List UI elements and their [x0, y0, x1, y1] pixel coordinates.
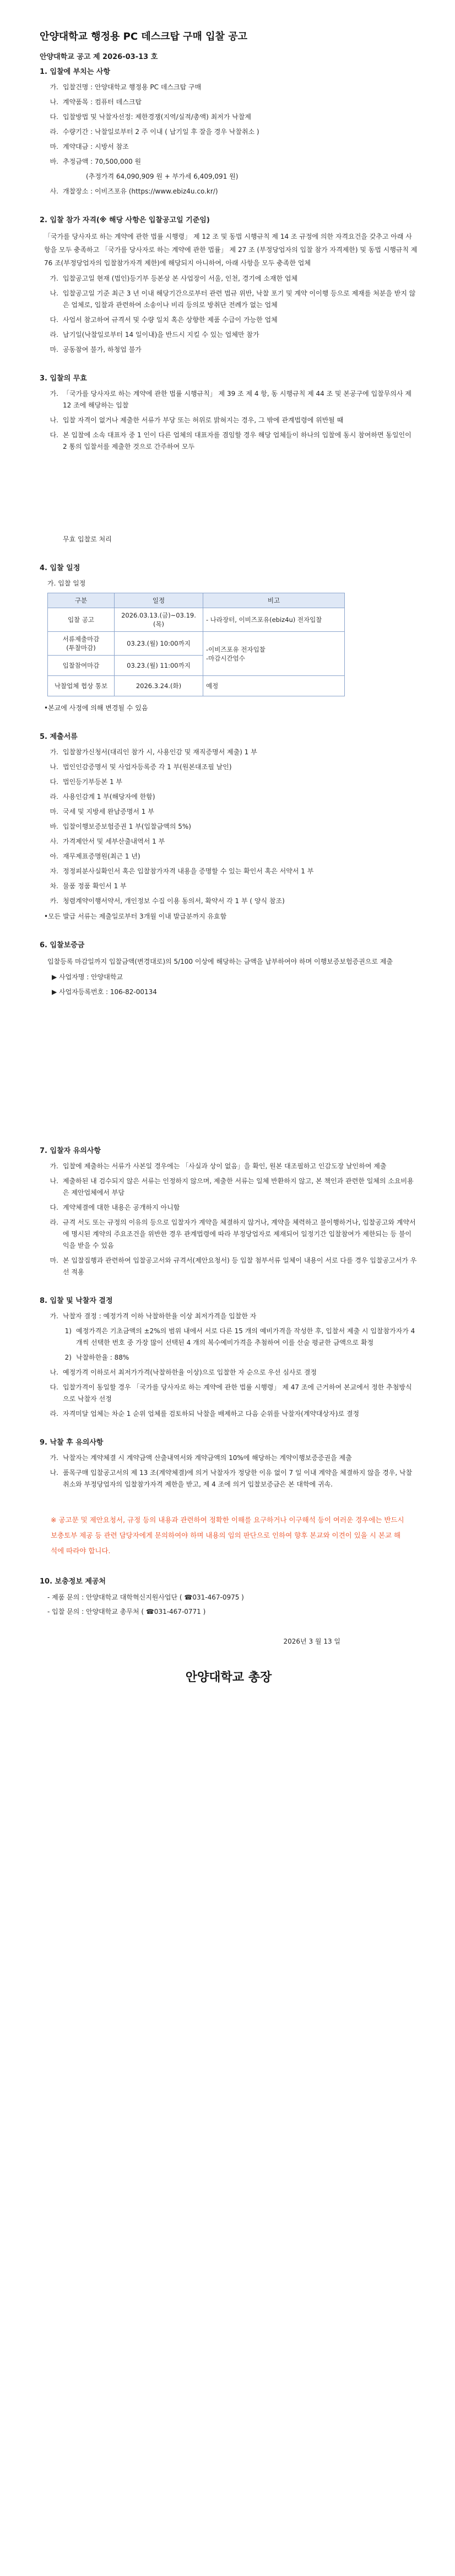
list-item: 아. 재무제표증명원(최근 1 년): [50, 852, 140, 860]
section-9: [40, 1436, 418, 1490]
section-6-line: ▶ 사업자등록번호 : 106-82-00134: [52, 988, 157, 996]
table-cell: 2026.3.24.(화): [115, 676, 203, 696]
list-item: 카. 청렴계약이행서약서, 개인정보 수집 이용 동의서, 확약서 각 1 부 ( 양식 참조): [50, 897, 285, 905]
list-item: 다. 사업서 참고하여 규격서 및 수량 일치 혹은 상향한 제품 수급이 가능한 업체: [50, 316, 278, 324]
section-2-heading: 2. 입찰 참가 자격(※ 해당 사항은 입찰공고일 기준임): [40, 216, 210, 224]
schedule-table: [47, 593, 345, 696]
list-item: 마. 본 입찰집행과 관련하여 입찰공고서와 규격서(제안요청서) 등 입찰 첨부서류 일체이 내용이 서로 다를 경우 입찰공고서가 우선 적용: [50, 1257, 417, 1276]
section-10-heading: 10. 보충정보 제공처: [40, 1577, 106, 1586]
list-item: 다. 계약체결에 대한 내용은 공개하지 아니함: [50, 1204, 180, 1211]
section-4-subheading: 가. 입찰 일정: [47, 579, 86, 587]
section-2: [40, 214, 418, 356]
table-cell: - 나라장터, 이비즈포유(ebiz4u) 전자입찰: [203, 608, 345, 632]
contact-line: - 제품 문의 : 안양대학교 대학혁신지원사업단 ( ☎031-467-0975 ): [47, 1593, 244, 1601]
table-header: 비고: [203, 593, 345, 608]
section-3-heading: 3. 입찰의 무효: [40, 374, 87, 383]
list-item: 1) 예정가격은 기초금액의 ±2%의 범위 내에서 서로 다른 15 개의 예비가격을 작성한 후, 입찰서 제출 시 입찰참가자가 4 개씩 선택한 번호 중 가장 많이 선택된 4 개의 복수예비가격을 추첨하여 이를 산술 평균한 금액으로 확정: [64, 1327, 415, 1346]
table-cell: 예정: [203, 676, 345, 696]
list-item: 가. 입찰건명 : 안양대학교 행정용 PC 데스크탑 구매: [50, 83, 202, 91]
list-item: 나. 입찰공고일 기준 최근 3 년 이내 해당기간으로부터 관련 법규 위반, 낙찰 포기 및 계약 이이행 등으로 제재를 처분을 받지 않은 업체로, 입찰과 관련하여 소송이나 비리 등의로 방취단 전례가 없는 업체: [50, 289, 416, 309]
list-item: 2) 낙찰하한율 : 88%: [64, 1354, 129, 1361]
list-item: 나. 법인인감증명서 및 사업자등록증 각 1 부(원본대조필 날인): [50, 763, 232, 771]
table-header-row: [48, 593, 345, 608]
list-item: 라. 규격 서도 또는 규정의 이유의 등으로 입찰자가 계약을 체결하지 않거나, 계약을 체력하고 불이행하거나, 입찰공고와 계약서에 명시된 계약의 주요조건을 위반한 경우 관계법령에 따라 부정당업자로 제재되어 일정기간 입찰참여가 제한되는 등 불이익을 받을 수 있음: [50, 1219, 416, 1249]
table-row: [48, 676, 345, 696]
list-item: 나. 입찰 자격이 없거나 제출한 서류가 부당 또는 허위로 밝혀지는 경우, 그 밖에 관계법령에 위반될 때: [50, 416, 344, 424]
list-item: (추정가격 64,090,909 원 + 부가세 6,409,091 원): [86, 173, 239, 180]
section-6-paragraph: 입찰등록 마감일까지 입찰금액(변경대로)의 5/100 이상에 해당하는 금액을 납부하여야 하며 이행보증보험증권으로 제출: [47, 958, 393, 965]
section-3: [40, 372, 418, 545]
table-header: 구분: [48, 593, 115, 608]
table-cell: -이비즈포유 전자입찰 -마감시간엄수: [203, 632, 345, 676]
list-item: 나. 계약품목 : 컴퓨터 데스크탑: [50, 98, 142, 106]
table-cell: 03.23.(월) 11:00까지: [115, 656, 203, 676]
list-item: 가. 「국가를 당사자로 하는 계약에 관한 법률 시행규칙」 제 39 조 제 4 항, 동 시행규칙 제 44 조 및 본공구에 입찰무의사 제 12 조에 해당하는 입찰: [50, 390, 411, 409]
signature: 안양대학교 총장: [185, 1671, 272, 1684]
section-10: [40, 1575, 418, 1618]
notice-content: [40, 29, 418, 1685]
section-2-paragraph: 「국가를 당사자로 하는 계약에 관한 법률 시행령」 제 12 조 및 동법 시행규칙 제 14 조 규정에 의한 자격요건을 갖추고 아래 사항을 모두 충족하고 「국가를 당사자로 하는 계약에 관한 법률」 제 27 조 (부정당업자의 입찰 참가 자격제한) 및 동법 시행규칙 제 76 조(부정당업자의 입찰참가자격 제한)에 해당되지 아니하여, 아래 사항을 모두 충족한 업체: [44, 233, 418, 267]
list-item: 가. 입찰에 제출하는 서류가 사본일 경우에는 「사실과 상이 없음」을 확인, 원본 대조필하고 인감도장 날인하여 제출: [50, 1162, 387, 1170]
table-row: [48, 632, 345, 656]
notice-number: 안양대학교 공고 제 2026-03-13 호: [40, 53, 158, 61]
table-header: 일정: [115, 593, 203, 608]
list-item: 자. 정정피분사실확인서 혹은 입찰참가자격 내용을 증명할 수 있는 확인서 혹은 서약서 1 부: [50, 867, 314, 875]
section-7-heading: 7. 입찰자 유의사항: [40, 1147, 101, 1155]
section-7: [40, 1145, 418, 1278]
table-cell: 입찰참여마감: [48, 656, 115, 676]
list-item: 다. 본 입찰에 소속 대표자 중 1 인이 다른 업체의 대표자를 겸임할 경우 해당 업체들이 하나의 입찰에 동시 참여하면 동일인이 2 통의 입찰서를 제출한 것으로 간주하여 모두: [50, 431, 411, 450]
list-item: 가. 입찰참가신청서(대리인 참가 시, 사용인감 및 재직증명서 제출) 1 부: [50, 748, 257, 756]
list-item: 라. 납기일(낙찰일로부터 14 일이내)을 반드시 지킬 수 있는 업체만 참가: [50, 331, 259, 339]
section-8-heading: 8. 입찰 및 낙찰자 결정: [40, 1297, 113, 1305]
table-cell: 2026.03.13.(금)~03.19.(목): [115, 608, 203, 632]
list-item: 사. 가격제안서 및 세부산출내역서 1 부: [50, 838, 165, 845]
list-item: 바. 입찰이행보증보험증권 1 부(입찰금액의 5%): [50, 823, 191, 830]
notice-warning: ※ 공고문 및 제안요청서, 규정 등의 내용과 관련하여 정확한 이해를 요구하거나 이구해석 등이 여러운 경우에는 반드시 보충토부 제공 등 관련 담당자에게 문의하여야 하며 내용의 임의 판단으로 인하여 향후 본교와 이견이 있을 시 본교 해석에 따라야 합니다.: [51, 1516, 404, 1555]
section-9-heading: 9. 낙찰 후 유의사항: [40, 1439, 104, 1447]
section-4: [40, 562, 418, 714]
list-item: 나. 품목구매 입찰공고서의 제 13 조(계약체결)에 의거 낙찰자가 정당한 이유 없이 7 일 이내 계약을 체결하지 않을 경우, 낙찰 취소와 부정당업자의 입찰참가자격 제한을 받고, 제 4 조에 의거 입찰보증금은 본 대학에 귀속.: [50, 1469, 413, 1488]
section-8: [40, 1295, 418, 1420]
section-6-heading: 6. 입찰보증금: [40, 941, 85, 949]
list-item: 나. 예정가격 이하로서 최저가가격(낙찰하한율 이상)으로 입찰한 자 순으로 우선 심사로 결정: [50, 1368, 317, 1376]
notice-title: 안양대학교 행정용 PC 데스크탑 구매 입찰 공고: [40, 31, 247, 42]
list-item: 차. 물품 정품 확인서 1 부: [50, 882, 127, 890]
list-item: 다. 입찰가격이 동일할 경우 「국가를 당사자로 하는 계약에 관한 법률 시행령」 제 47 조에 근거하여 본교에서 정한 추첨방식으로 낙찰자 선정: [50, 1383, 412, 1403]
table-cell: 서류제출마감 (투찰마감): [48, 632, 115, 656]
list-item: 나. 제출하된 내 검수되지 않은 서류는 인정하지 않으며, 제출한 서류는 일체 반환하지 않고, 본 책인과 관련한 일체의 소요비용은 제안업체에서 부담: [50, 1177, 414, 1196]
table-row: [48, 608, 345, 632]
list-item: 라. 자격미달 업체는 차순 1 순위 업체를 검토하되 낙찰을 배제하고 다음 순위를 낙찰자(계약대상자)로 결정: [50, 1410, 360, 1418]
contact-line: - 입찰 문의 : 안양대학교 총무처 ( ☎031-467-0771 ): [47, 1608, 206, 1616]
list-item: 가. 낙찰자 결정 : 예정가격 이하 낙찰하한율 이상 최저가격을 입찰한 자: [50, 1312, 257, 1320]
list-item: 라. 수량기간 : 낙찰일로부터 2 주 이내 ( 납기일 후 잘을 경우 낙찰취소 ): [50, 128, 259, 136]
table-cell: 입찰 공고: [48, 608, 115, 632]
list-item: 가. 낙찰자는 계약체결 시 계약금액 산출내역서와 계약금액의 10%에 해당하는 계약이행보증증권을 제출: [50, 1454, 352, 1462]
table-cell: 03.23.(월) 10:00까지: [115, 632, 203, 656]
section-6-line: ▶ 사업자명 : 안양대학교: [52, 973, 123, 981]
section-5: [40, 731, 418, 922]
section-1: [40, 66, 418, 197]
section-5-heading: 5. 제출서류: [40, 733, 78, 741]
list-item: 사. 개찰장소 : 이비즈포유 (https://www.ebiz4u.co.kr/): [50, 187, 218, 195]
notice-date: 2026년 3 월 13 일: [283, 1638, 340, 1645]
table-cell: 낙찰업체 협상 통보: [48, 676, 115, 696]
section-4-note: •본교에 사정에 의해 변경될 수 있음: [44, 704, 148, 712]
list-item: 가. 입찰공고일 현재 (법인)등기부 등본상 본 사업장이 서울, 인천, 경기에 소재한 업체: [50, 275, 298, 282]
section-3-tail: 무효 입찰로 처리: [63, 535, 112, 543]
list-item: 바. 추정금액 : 70,500,000 원: [50, 158, 142, 165]
list-item: 마. 계약대금 : 시방서 참조: [50, 143, 129, 151]
list-item: 마. 국세 및 지방세 완납증명서 1 부: [50, 808, 154, 815]
list-item: 라. 사용인감계 1 부(해당자에 한함): [50, 793, 155, 801]
list-item: 다. 법인등기부등본 1 부: [50, 778, 123, 786]
list-item: 마. 공동참여 불가, 하청업 불가: [50, 346, 142, 353]
list-item: 다. 입찰방법 및 낙찰자선정: 제한경쟁(지역/실적/총액) 최저가 낙찰제: [50, 113, 251, 121]
section-4-heading: 4. 입찰 일정: [40, 564, 80, 572]
section-5-note: •모든 발급 서류는 제출일로부터 3개월 이내 발급분까지 유효함: [44, 913, 227, 920]
section-6: [40, 939, 418, 998]
section-1-heading: 1. 입찰에 부치는 사항: [40, 68, 111, 76]
